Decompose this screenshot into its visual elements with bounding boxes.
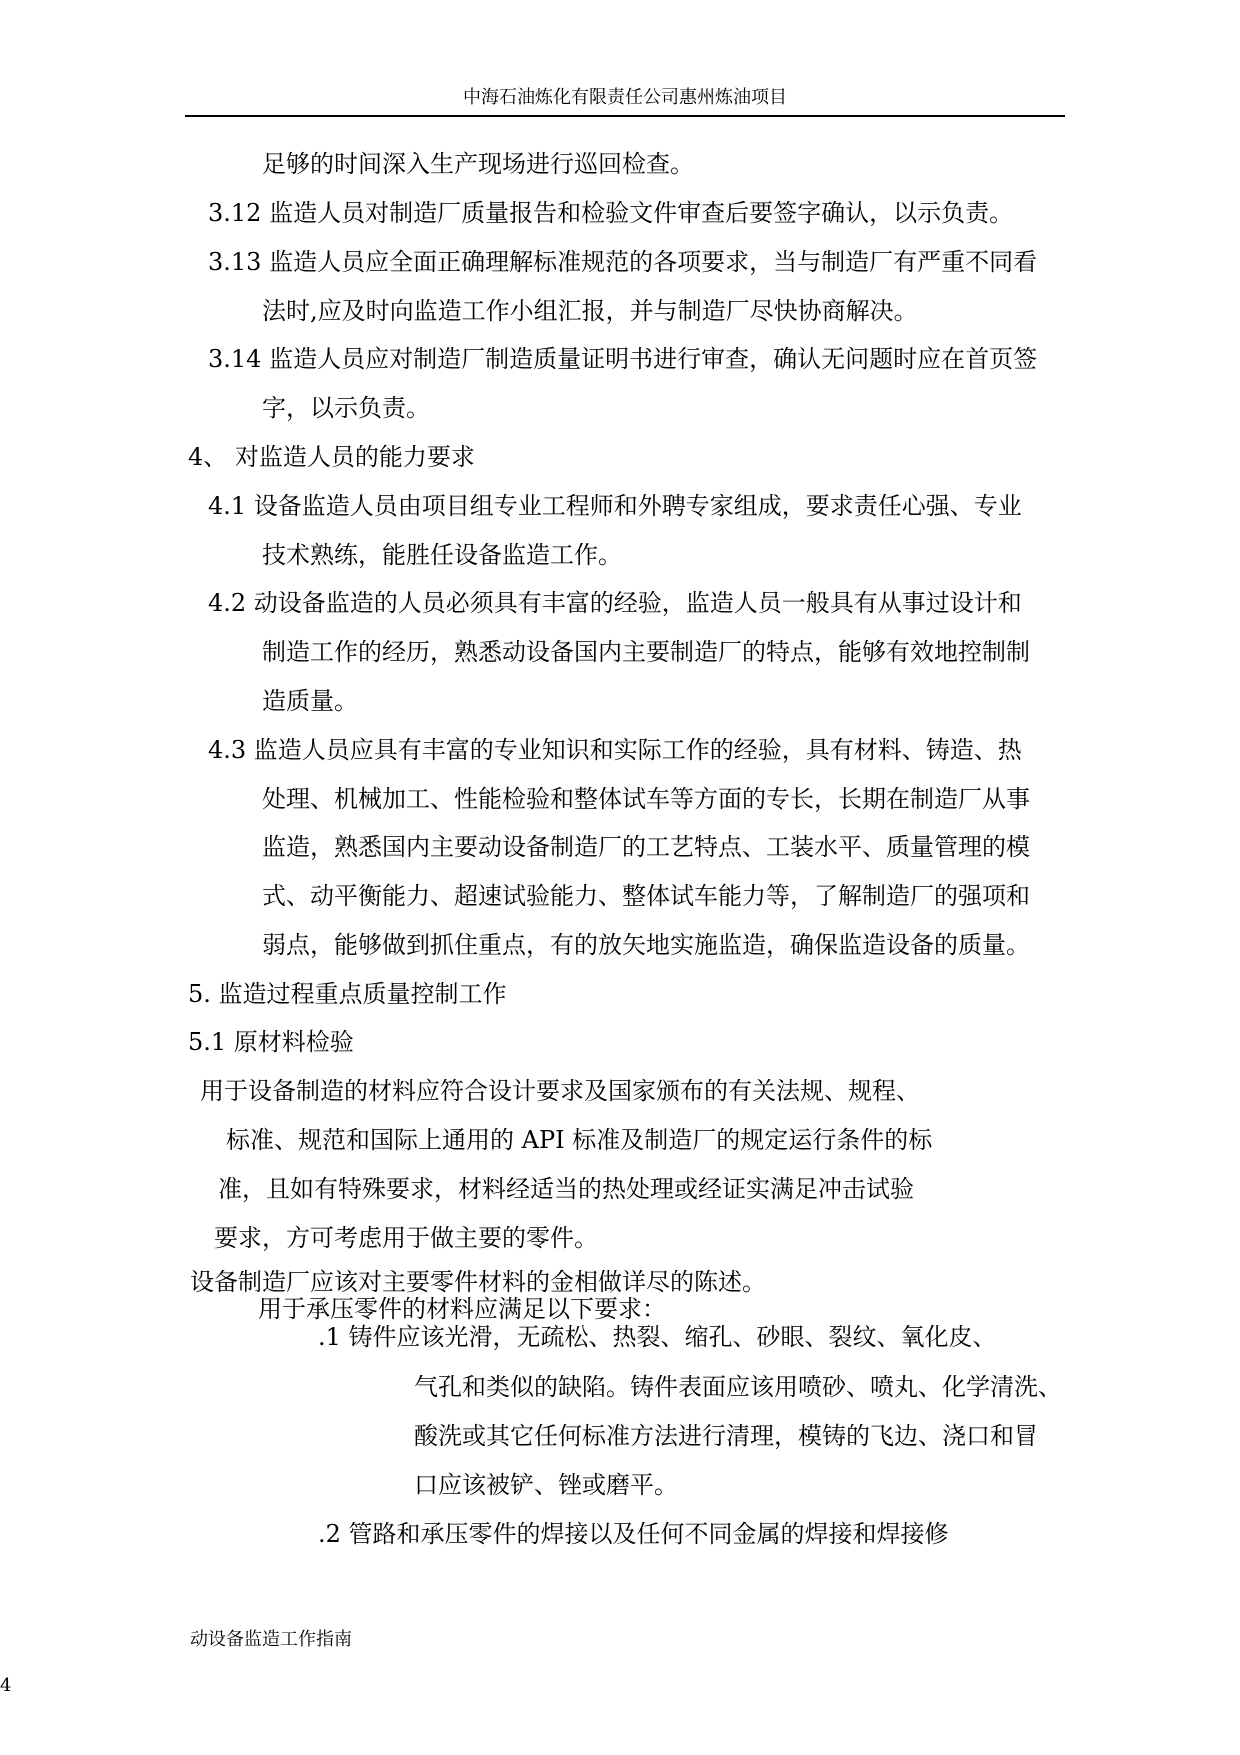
- body-line: 监造，熟悉国内主要动设备制造厂的工艺特点、工装水平、质量管理的模: [262, 833, 1030, 861]
- body-line: 式、动平衡能力、超速试验能力、整体试车能力等，了解制造厂的强项和: [262, 882, 1030, 910]
- list-item: .2 管路和承压零件的焊接以及任何不同金属的焊接和焊接修: [318, 1520, 949, 1548]
- body-line: 3.12 监造人员对制造厂质量报告和检验文件审查后要签字确认，以示负责。: [208, 199, 1014, 227]
- section-heading: 4、 对监造人员的能力要求: [188, 443, 475, 471]
- header-divider: [185, 115, 1065, 117]
- running-header: 中海石油炼化有限责任公司惠州炼油项目: [463, 87, 787, 108]
- list-item-continuation: 口应该被铲、锉或磨平。: [414, 1471, 678, 1499]
- body-line: 制造工作的经历，熟悉动设备国内主要制造厂的特点，能够有效地控制制: [262, 638, 1030, 666]
- subsection-heading: 5.1 原材料检验: [188, 1028, 354, 1056]
- body-line: 准，且如有特殊要求，材料经适当的热处理或经证实满足冲击试验: [218, 1175, 914, 1203]
- body-line: 要求，方可考虑用于做主要的零件。: [214, 1224, 598, 1252]
- body-line: 处理、机械加工、性能检验和整体试车等方面的专长，长期在制造厂从事: [262, 785, 1030, 813]
- body-line: 足够的时间深入生产现场进行巡回检查。: [262, 150, 694, 178]
- list-item-continuation: 酸洗或其它任何标准方法进行清理，模铸的飞边、浇口和冒: [414, 1422, 1038, 1450]
- body-line: 3.14 监造人员应对制造厂制造质量证明书进行审查，确认无问题时应在首页签: [208, 345, 1038, 373]
- body-line: 技术熟练，能胜任设备监造工作。: [262, 541, 622, 569]
- body-line: 4.3 监造人员应具有丰富的专业知识和实际工作的经验，具有材料、铸造、热: [208, 736, 1022, 764]
- body-line: 标准、规范和国际上通用的 API 标准及制造厂的规定运行条件的标: [226, 1126, 933, 1154]
- body-line: 字，以示负责。: [262, 394, 430, 422]
- list-item: .1 铸件应该光滑，无疏松、热裂、缩孔、砂眼、裂纹、氧化皮、: [318, 1323, 997, 1351]
- body-line: 法时,应及时向监造工作小组汇报，并与制造厂尽快协商解决。: [262, 297, 918, 325]
- body-line: 3.13 监造人员应全面正确理解标准规范的各项要求，当与制造厂有严重不同看: [208, 248, 1038, 276]
- body-line: 4.2 动设备监造的人员必须具有丰富的经验，监造人员一般具有从事过设计和: [208, 589, 1022, 617]
- body-line: 设备制造厂应该对主要零件材料的金相做详尽的陈述。: [190, 1268, 766, 1296]
- body-line: 弱点，能够做到抓住重点，有的放矢地实施监造，确保监造设备的质量。: [262, 931, 1030, 959]
- body-line: 用于设备制造的材料应符合设计要求及国家颁布的有关法规、规程、: [200, 1077, 920, 1105]
- running-footer: 动设备监造工作指南: [190, 1629, 352, 1650]
- body-line: 4.1 设备监造人员由项目组专业工程师和外聘专家组成，要求责任心强、专业: [208, 492, 1022, 520]
- section-heading: 5. 监造过程重点质量控制工作: [188, 980, 507, 1008]
- page-number: 4: [0, 1675, 12, 1696]
- body-line: 用于承压零件的材料应满足以下要求：: [258, 1295, 666, 1323]
- body-line: 造质量。: [262, 687, 358, 715]
- list-item-continuation: 气孔和类似的缺陷。铸件表面应该用喷砂、喷丸、化学清洗、: [414, 1373, 1062, 1401]
